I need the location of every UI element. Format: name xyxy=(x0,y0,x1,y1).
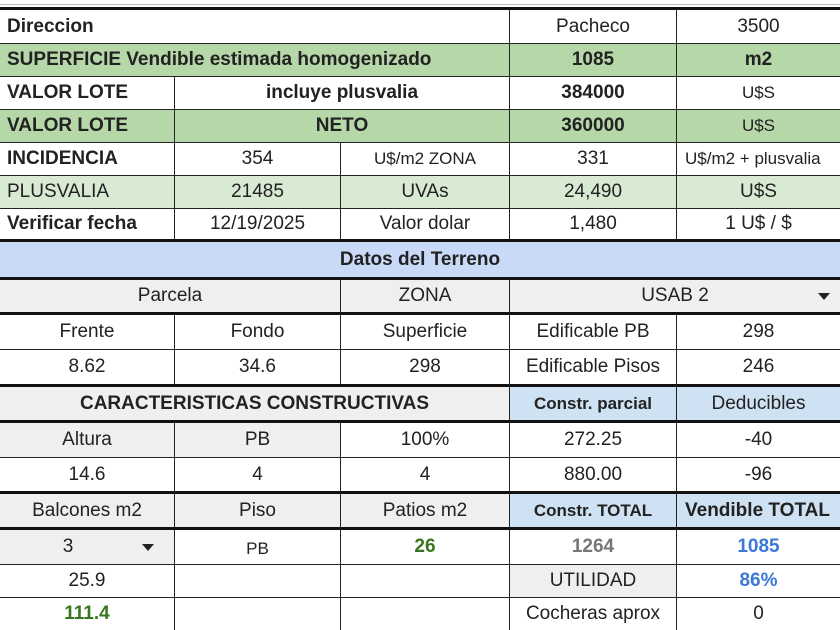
deducibles-label: Deducibles xyxy=(677,387,840,423)
balcones-select-value: 3 xyxy=(62,536,74,557)
valor-lote-neto-value[interactable]: 360000 xyxy=(510,110,677,143)
divider xyxy=(0,4,840,5)
incidencia-unit2: U$/m2 + plusvalia xyxy=(677,143,840,176)
terreno-title: Datos del Terreno xyxy=(0,242,840,280)
empty-cell xyxy=(341,565,510,598)
pb-label: PB xyxy=(175,423,341,458)
plusvalia-unit: UVAs xyxy=(341,176,510,209)
fecha-value[interactable]: 12/19/2025 xyxy=(175,209,341,242)
edificable-pb-value[interactable]: 298 xyxy=(677,315,840,350)
row-superficie xyxy=(0,44,840,77)
vendible-total-value: 1085 xyxy=(677,530,840,565)
row-terreno-values xyxy=(0,350,840,387)
constr-parcial-2: 880.00 xyxy=(510,458,677,494)
edificable-pisos-label: Edificable Pisos xyxy=(510,350,677,387)
porcentaje-value[interactable]: 100% xyxy=(341,423,510,458)
zona-select[interactable] xyxy=(510,280,840,315)
piso-label: Piso xyxy=(175,494,341,530)
constr-total-label: Constr. TOTAL xyxy=(510,494,677,530)
superficie-label: SUPERFICIE Vendible estimada homogenizado xyxy=(0,44,510,77)
balcones-select[interactable] xyxy=(0,530,175,565)
constr-parcial-label: Constr. parcial xyxy=(510,387,677,423)
deducible-2: -96 xyxy=(677,458,840,494)
caracteristicas-title: CARACTERISTICAS CONSTRUCTIVAS xyxy=(0,387,510,423)
dropdown-arrow-icon[interactable] xyxy=(818,293,830,300)
valor-dolar-unit: 1 U$ / $ xyxy=(677,209,840,242)
fondo-value[interactable]: 34.6 xyxy=(175,350,341,387)
superficie-terreno-value[interactable]: 298 xyxy=(341,350,510,387)
cocheras-value: 0 xyxy=(753,603,764,624)
piso-value[interactable]: PB xyxy=(175,530,341,565)
incidencia-value2[interactable]: 331 xyxy=(510,143,677,176)
fecha-label: Verificar fecha xyxy=(0,209,175,242)
direccion-numero[interactable]: 3500 xyxy=(677,10,840,44)
plusvalia-value[interactable]: 21485 xyxy=(175,176,341,209)
balcones-total-value: 111.4 xyxy=(0,598,175,630)
zona-label: ZONA xyxy=(341,280,510,315)
row-direccion xyxy=(0,10,840,44)
vendible-total-label: Vendible TOTAL xyxy=(677,494,840,530)
constr-total-value: 1264 xyxy=(510,530,677,565)
superficie-terreno-label: Superficie xyxy=(341,315,510,350)
row-cocheras xyxy=(0,598,840,630)
row-balcones-headers xyxy=(0,494,840,530)
valor-lote-neto-desc: NETO xyxy=(175,110,510,143)
altura-label: Altura xyxy=(0,423,175,458)
valor-lote-plus-value[interactable]: 384000 xyxy=(510,77,677,110)
row-parcela-zona xyxy=(0,280,840,315)
row-valor-lote-plusvalia xyxy=(0,77,840,110)
direccion-calle[interactable]: Pacheco xyxy=(510,10,677,44)
incidencia-label: INCIDENCIA xyxy=(0,143,175,176)
fondo-label: Fondo xyxy=(175,315,341,350)
balcones-label: Balcones m2 xyxy=(0,494,175,530)
valor-lote-neto-unit: U$S xyxy=(677,110,840,143)
balcones-m2-value: 25.9 xyxy=(0,565,175,598)
pb-value[interactable]: 4 xyxy=(175,458,341,494)
valor-lote-plus-unit: U$S xyxy=(677,77,840,110)
top-strip xyxy=(0,0,840,10)
frente-label: Frente xyxy=(0,315,175,350)
plusvalia-value2[interactable]: 24,490 xyxy=(510,176,677,209)
row-incidencia xyxy=(0,143,840,176)
pisos-value[interactable]: 4 xyxy=(341,458,510,494)
row-caracteristicas xyxy=(0,387,840,423)
frente-value[interactable]: 8.62 xyxy=(0,350,175,387)
row-terreno-title xyxy=(0,242,840,280)
valor-lote-desc: incluye plusvalia xyxy=(175,77,510,110)
valor-lote-neto-label: VALOR LOTE xyxy=(0,110,175,143)
utilidad-value: 86% xyxy=(677,565,840,598)
direccion-label: Direccion xyxy=(0,10,510,44)
row-terreno-headers xyxy=(0,315,840,350)
row-plusvalia xyxy=(0,176,840,209)
row-altura-values xyxy=(0,458,840,494)
valor-dolar-value[interactable]: 1,480 xyxy=(510,209,677,242)
valor-dolar-label: Valor dolar xyxy=(341,209,510,242)
incidencia-value[interactable]: 354 xyxy=(175,143,341,176)
row-altura xyxy=(0,423,840,458)
valor-lote-label: VALOR LOTE xyxy=(0,77,175,110)
row-balcones-values xyxy=(0,530,840,565)
parcela-label: Parcela xyxy=(0,280,341,315)
superficie-unit: m2 xyxy=(677,44,840,77)
plusvalia-unit2: U$S xyxy=(677,176,840,209)
plusvalia-label: PLUSVALIA xyxy=(0,176,175,209)
empty-cell xyxy=(175,598,341,630)
altura-value[interactable]: 14.6 xyxy=(0,458,175,494)
row-utilidad xyxy=(0,565,840,598)
empty-cell xyxy=(175,565,341,598)
edificable-pisos-value[interactable]: 246 xyxy=(677,350,840,387)
dropdown-arrow-icon[interactable] xyxy=(142,544,154,551)
edificable-pb-label: Edificable PB xyxy=(510,315,677,350)
row-valor-lote-neto xyxy=(0,110,840,143)
empty-cell xyxy=(341,598,510,630)
cocheras-label: Cocheras aprox xyxy=(510,598,677,630)
row-fecha xyxy=(0,209,840,242)
patios-label: Patios m2 xyxy=(341,494,510,530)
zona-select-value: USAB 2 xyxy=(641,285,709,306)
incidencia-unit: U$/m2 ZONA xyxy=(341,143,510,176)
constr-parcial-1: 272.25 xyxy=(510,423,677,458)
utilidad-label: UTILIDAD xyxy=(510,565,677,598)
deducible-1: -40 xyxy=(677,423,840,458)
superficie-value[interactable]: 1085 xyxy=(510,44,677,77)
patios-value[interactable]: 26 xyxy=(341,530,510,565)
